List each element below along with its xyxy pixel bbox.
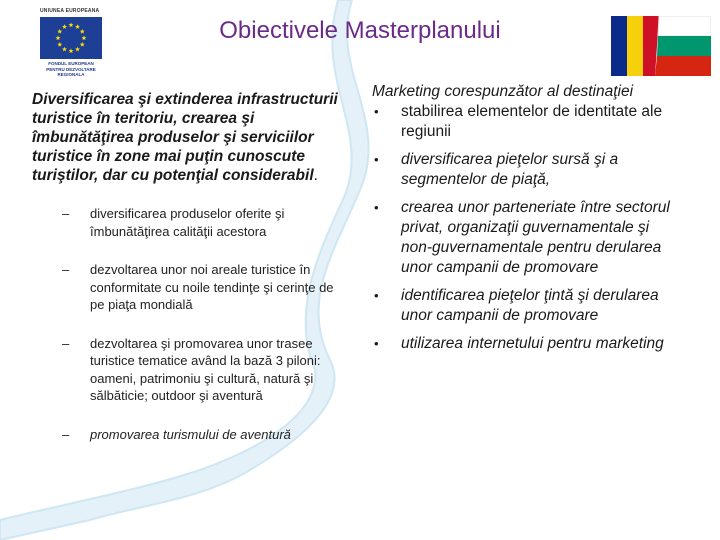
bullet-marker: •: [374, 288, 379, 303]
left-sub-list: [62, 205, 342, 443]
bullet-marker: •: [374, 336, 379, 351]
list-item: [372, 286, 682, 326]
list-item-text: stabilirea elementelor de identitate ale regiunii: [401, 103, 663, 140]
list-item: [62, 205, 342, 240]
list-item: [62, 426, 342, 444]
left-lead-main: Diversificarea şi extinderea infrastructurii turistice în teritoriu, crearea şi îmbunătăţirea produselor şi serviciilor turistice în zone mai puţin cunoscute turiştilor, dar cu potenţial considerabil: [32, 91, 338, 184]
list-item: [62, 261, 342, 314]
list-item: [62, 335, 342, 405]
left-column: [32, 90, 342, 464]
bullet-marker: •: [374, 104, 379, 119]
bullet-marker: •: [374, 200, 379, 215]
list-item: [372, 334, 682, 354]
list-item-text: dezvoltarea unor noi areale turistice în conformitate cu noile tendinţe şi cerinţe de pe piaţa mondială: [90, 262, 334, 312]
list-item: [372, 198, 682, 278]
dash-marker: –: [62, 426, 70, 442]
list-item-text: dezvoltarea şi promovarea unor trasee turistice tematice având la bază 3 piloni: oameni, patrimoniu şi cultură, natură şi sălbăticie; outdoor şi aventură: [90, 335, 321, 403]
list-item-text: identificarea pieţelor ţintă şi derularea unor campanii de promovare: [401, 287, 659, 324]
list-item-text: promovarea turismului de aventură: [90, 426, 291, 442]
list-item-text: crearea unor parteneriate între sectorul privat, organizaţii guvernamentale şi non-guvernamentale pentru derularea unor campanii de promovare: [401, 199, 670, 276]
eu-logo-bottom-text: FONDUL EUROPEAN PENTRU DEZVOLTARE REGIONALA: [46, 61, 96, 77]
list-item-text: diversificarea pieţelor sursă şi a segmentelor de piaţă,: [401, 151, 619, 188]
list-item: [372, 150, 682, 190]
right-lead-text: Marketing corespunzător al destinaţiei: [372, 83, 634, 100]
dash-marker: –: [62, 262, 70, 277]
left-lead-period: .: [313, 167, 318, 184]
bullet-marker: •: [374, 152, 379, 167]
list-item: [372, 102, 682, 142]
right-bullet-list: [372, 102, 682, 354]
page-title: Obiectivele Masterplanului: [219, 17, 501, 44]
list-item-text: utilizarea internetului pentru marketing: [401, 335, 664, 352]
eu-logo-top-text: UNIUNEA EUROPEANA: [40, 8, 100, 14]
dash-marker: –: [62, 335, 70, 351]
left-lead-text: [32, 90, 342, 185]
list-item-text: diversificarea produselor oferite şi îmbunătăţirea calităţii acestora: [90, 206, 285, 239]
dash-marker: –: [62, 206, 70, 221]
right-column: [372, 82, 682, 362]
